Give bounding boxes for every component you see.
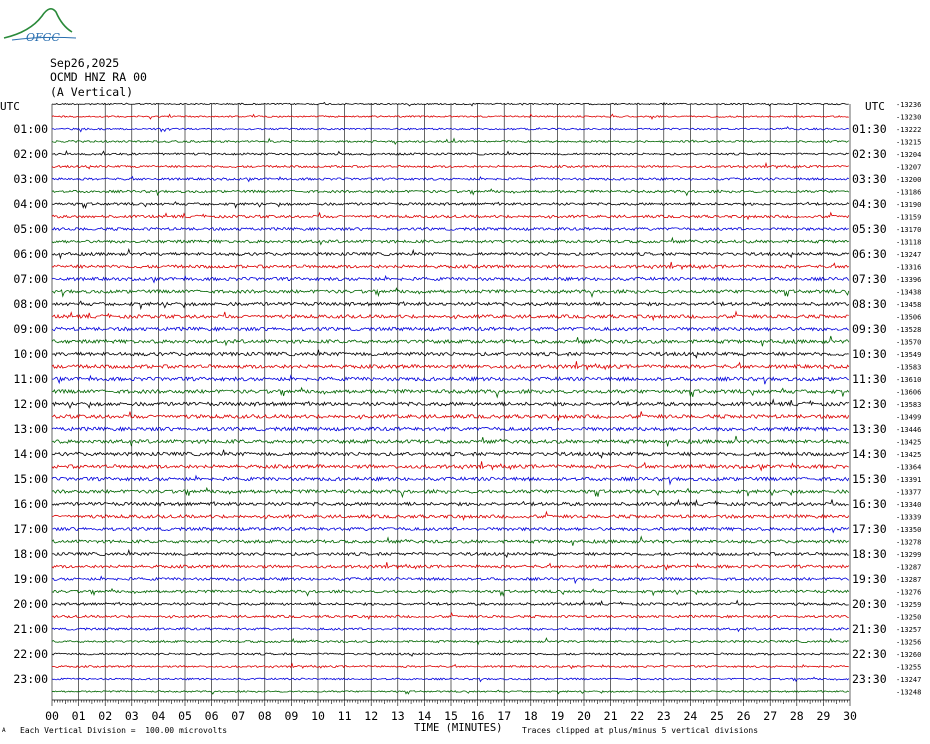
- trace-line: [52, 262, 849, 269]
- right-hour-label: 22:30: [852, 647, 887, 661]
- trace-line: [52, 249, 849, 258]
- left-hour-label: 23:00: [13, 672, 48, 686]
- logo-text: OFGC: [26, 31, 60, 44]
- right-hour-label: 15:30: [852, 472, 887, 486]
- trace-line: [52, 601, 849, 606]
- trace-line: [52, 388, 849, 397]
- trace-line: [52, 376, 849, 385]
- trace-offset-label: -13396: [896, 276, 922, 284]
- trace-line: [52, 527, 849, 532]
- x-tick-label: 27: [763, 709, 778, 723]
- trace-offset-label: -13583: [896, 363, 922, 372]
- right-hour-label: 10:30: [852, 347, 887, 361]
- right-hour-label: 01:30: [852, 122, 887, 136]
- trace-offset-label: -13316: [896, 263, 922, 272]
- left-hour-label: 05:00: [13, 222, 48, 236]
- left-hour-label: 19:00: [13, 572, 48, 586]
- trace-offset-label: -13549: [896, 351, 922, 359]
- trace-line: [52, 228, 849, 231]
- right-utc-header: UTC: [865, 100, 885, 113]
- trace-line: [52, 461, 849, 470]
- x-tick-label: 29: [816, 709, 831, 723]
- left-hour-label: 13:00: [13, 422, 48, 436]
- x-tick-label: 10: [311, 709, 325, 723]
- left-hour-label: 22:00: [13, 647, 48, 661]
- trace-offset-label: -13247: [896, 676, 922, 684]
- trace-offset-label: -13446: [896, 426, 922, 434]
- station-label: OCMD HNZ RA 00: [50, 70, 147, 84]
- right-hour-label: 20:30: [852, 597, 887, 611]
- trace-offset-label: -13377: [896, 488, 922, 497]
- trace-line: [52, 139, 849, 145]
- trace-offset-label: -13204: [896, 151, 922, 159]
- trace-offset-label: -13170: [896, 226, 922, 234]
- right-hour-label: 09:30: [852, 322, 887, 336]
- component-label: (A Vertical): [50, 85, 134, 99]
- left-utc-header: UTC: [0, 100, 20, 113]
- trace-line: [52, 512, 849, 520]
- x-tick-label: 17: [497, 709, 512, 723]
- left-hour-label: 20:00: [13, 597, 48, 611]
- x-tick-label: 19: [550, 709, 565, 723]
- trace-line: [52, 336, 849, 346]
- left-hour-label: 11:00: [13, 372, 48, 386]
- trace-offset-label: -13606: [896, 388, 922, 397]
- trace-offset-label: -13458: [896, 301, 922, 309]
- trace-offset-label: -13583: [896, 401, 922, 409]
- right-hour-label: 06:30: [852, 247, 887, 261]
- trace-line: [52, 361, 849, 369]
- trace-offset-label: -13215: [896, 138, 922, 147]
- trace-offset-label: -13287: [896, 576, 922, 584]
- left-hour-label: 10:00: [13, 347, 48, 361]
- left-hour-label: 21:00: [13, 622, 48, 636]
- trace-offset-label: -13250: [896, 613, 922, 622]
- clip-note: Traces clipped at plus/minus 5 vertical divisions: [522, 726, 759, 735]
- left-hour-label: 09:00: [13, 322, 48, 336]
- x-tick-label: 15: [444, 709, 458, 723]
- right-hour-label: 17:30: [852, 522, 887, 536]
- trace-line: [52, 576, 849, 583]
- trace-offset-label: -13425: [896, 438, 922, 447]
- x-tick-label: 21: [603, 709, 618, 723]
- left-hour-label: 03:00: [13, 172, 48, 186]
- trace-line: [52, 664, 849, 669]
- trace-offset-label: -13230: [896, 113, 922, 122]
- left-hour-label: 12:00: [13, 397, 48, 411]
- trace-line: [52, 312, 849, 320]
- x-tick-label: 01: [71, 709, 86, 723]
- trace-offset-label: -13190: [896, 201, 922, 209]
- left-hour-label: 07:00: [13, 272, 48, 286]
- trace-offset-label: -13159: [896, 213, 922, 222]
- left-hour-label: 16:00: [13, 497, 48, 511]
- x-axis-title: TIME (MINUTES): [414, 722, 503, 734]
- trace-line: [52, 163, 849, 168]
- x-tick-label: 23: [656, 709, 671, 723]
- x-tick-label: 00: [45, 709, 59, 723]
- trace-line: [52, 411, 849, 420]
- trace-line: [52, 613, 849, 619]
- scale-mark: A: [2, 727, 6, 734]
- trace-line: [52, 276, 849, 282]
- trace-offset-label: -13247: [896, 251, 922, 259]
- trace-line: [52, 350, 849, 358]
- trace-line: [52, 450, 849, 458]
- trace-line: [52, 436, 849, 446]
- left-hour-label: 14:00: [13, 447, 48, 461]
- trace-offset-label: -13186: [896, 188, 922, 197]
- left-hour-label: 06:00: [13, 247, 48, 261]
- right-hour-label: 21:30: [852, 622, 887, 636]
- trace-offset-label: -13528: [896, 326, 922, 334]
- trace-offset-label: -13610: [896, 376, 922, 384]
- left-hour-label: 08:00: [13, 297, 48, 311]
- right-hour-label: 03:30: [852, 172, 887, 186]
- trace-line: [52, 562, 849, 569]
- x-tick-label: 13: [390, 709, 405, 723]
- left-hour-label: 18:00: [13, 547, 48, 561]
- x-tick-label: 04: [151, 709, 166, 723]
- x-tick-label: 07: [231, 709, 246, 723]
- trace-offset-label: -13255: [896, 663, 922, 672]
- x-tick-label: 26: [736, 709, 751, 723]
- trace-offset-label: -13499: [896, 413, 922, 422]
- trace-offset-label: -13350: [896, 526, 922, 534]
- right-hour-label: 12:30: [852, 397, 887, 411]
- right-hour-label: 19:30: [852, 572, 887, 586]
- x-tick-label: 03: [124, 709, 139, 723]
- trace-line: [52, 114, 849, 119]
- trace-line: [52, 537, 849, 546]
- x-tick-label: 09: [284, 709, 299, 723]
- x-tick-label: 05: [178, 709, 192, 723]
- trace-line: [52, 127, 849, 132]
- trace-offset-label: -13287: [896, 563, 922, 572]
- x-tick-label: 25: [710, 709, 724, 723]
- trace-line: [52, 213, 849, 219]
- scale-note: Each Vertical Division = 100.00 microvolts: [20, 726, 228, 735]
- trace-offset-label: -13438: [896, 288, 922, 297]
- x-tick-label: 11: [337, 709, 352, 723]
- trace-offset-label: -13260: [896, 651, 922, 659]
- trace-line: [52, 151, 849, 155]
- trace-line: [52, 288, 849, 296]
- right-hour-label: 23:30: [852, 672, 887, 686]
- trace-line: [52, 202, 849, 208]
- right-hour-label: 05:30: [852, 222, 887, 236]
- x-tick-label: 16: [470, 709, 485, 723]
- right-hour-label: 16:30: [852, 497, 887, 511]
- trace-line: [52, 500, 849, 506]
- right-hour-label: 14:30: [852, 447, 887, 461]
- left-hour-label: 02:00: [13, 147, 48, 161]
- right-hour-label: 18:30: [852, 547, 887, 561]
- trace-line: [52, 238, 849, 245]
- right-hour-label: 08:30: [852, 297, 887, 311]
- trace-line: [52, 677, 849, 681]
- trace-line: [52, 690, 849, 694]
- trace-line: [52, 589, 849, 596]
- x-tick-label: 18: [523, 709, 538, 723]
- right-hour-label: 07:30: [852, 272, 887, 286]
- trace-line: [52, 427, 849, 431]
- x-tick-label: 02: [98, 709, 113, 723]
- right-hour-label: 13:30: [852, 422, 887, 436]
- trace-offset-label: -13236: [896, 101, 922, 109]
- trace-line: [52, 400, 849, 408]
- trace-line: [52, 189, 849, 195]
- x-tick-label: 06: [204, 709, 219, 723]
- trace-offset-label: -13278: [896, 538, 922, 547]
- trace-line: [52, 628, 849, 632]
- trace-line: [52, 488, 849, 497]
- x-tick-label: 08: [257, 709, 272, 723]
- trace-offset-label: -13200: [896, 176, 922, 184]
- trace-offset-label: -13259: [896, 601, 922, 609]
- right-hour-label: 02:30: [852, 147, 887, 161]
- trace-offset-label: -13570: [896, 338, 922, 347]
- trace-offset-label: -13248: [896, 688, 922, 697]
- trace-offset-label: -13207: [896, 163, 922, 172]
- trace-offset-label: -13425: [896, 451, 922, 459]
- trace-line: [52, 327, 849, 330]
- trace-offset-label: -13391: [896, 476, 922, 484]
- trace-line: [52, 102, 849, 105]
- trace-offset-label: -13257: [896, 626, 922, 634]
- trace-line: [52, 653, 849, 656]
- date-label: Sep26,2025: [50, 56, 120, 70]
- trace-offset-label: -13276: [896, 588, 922, 597]
- right-hour-label: 04:30: [852, 197, 887, 211]
- x-tick-label: 20: [577, 709, 591, 723]
- trace-line: [52, 177, 849, 182]
- left-hour-label: 01:00: [13, 122, 48, 136]
- trace-line: [52, 301, 849, 308]
- x-tick-label: 28: [789, 709, 804, 723]
- x-tick-label: 24: [683, 709, 698, 723]
- left-hour-label: 15:00: [13, 472, 48, 486]
- x-tick-label: 30: [843, 709, 857, 723]
- trace-line: [52, 638, 849, 644]
- x-tick-label: 22: [630, 709, 645, 723]
- trace-line: [52, 476, 849, 484]
- trace-offset-label: -13222: [896, 126, 922, 134]
- trace-offset-label: -13256: [896, 638, 922, 647]
- x-tick-label: 14: [417, 709, 432, 723]
- trace-offset-label: -13339: [896, 513, 922, 522]
- right-hour-label: 11:30: [852, 372, 887, 386]
- x-tick-label: 12: [364, 709, 379, 723]
- trace-offset-label: -13506: [896, 313, 922, 322]
- left-hour-label: 04:00: [13, 197, 48, 211]
- trace-offset-label: -13118: [896, 238, 922, 247]
- trace-offset-label: -13299: [896, 551, 922, 559]
- trace-line: [52, 550, 849, 557]
- trace-offset-label: -13364: [896, 463, 922, 472]
- left-hour-label: 17:00: [13, 522, 48, 536]
- trace-offset-label: -13340: [896, 501, 922, 509]
